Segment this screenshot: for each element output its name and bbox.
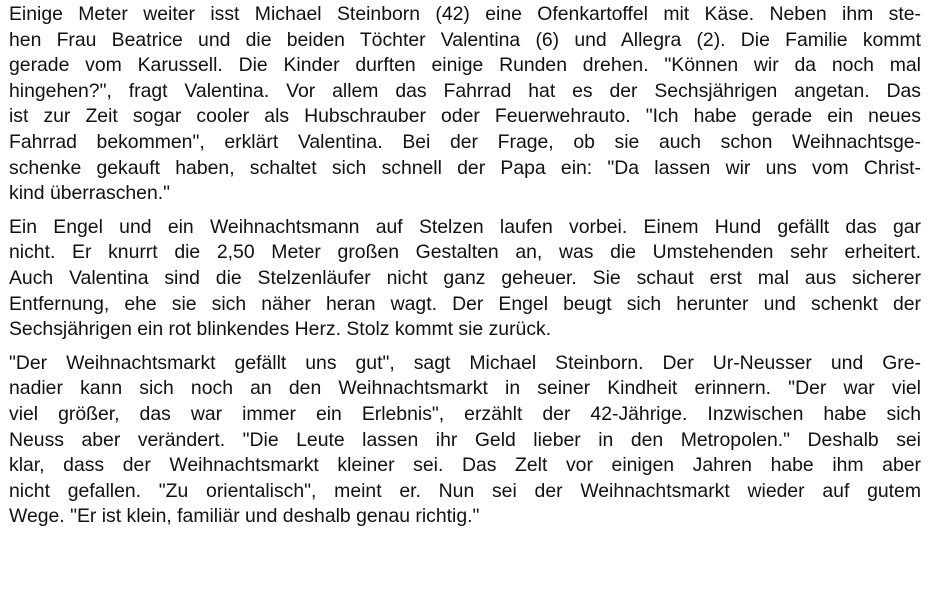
- text-line: klar, dass der Weihnachtsmarkt kleiner sei. Das Zelt vor einigen Jahren habe ihm aber: [9, 454, 921, 477]
- paragraph-3: [9, 351, 921, 530]
- text-line: hen Frau Beatrice und die beiden Töchter Valentina (6) und Allegra (2). Die Familie kommt: [9, 28, 921, 51]
- text-line: ist zur Zeit sogar cooler als Hubschrauber oder Feuerwehrauto. "Ich habe gerade ein neues: [9, 105, 921, 128]
- text-line: hingehen?", fragt Valentina. Vor allem das Fahrrad hat es der Sechsjährigen angetan. Das: [9, 79, 921, 102]
- text-line: viel größer, das war immer ein Erlebnis", erzählt der 42-Jährige. Inzwischen habe sich: [9, 402, 921, 425]
- text-line: Wege. "Er ist klein, familiär und deshalb genau richtig.": [9, 505, 480, 528]
- text-line: Entfernung, ehe sie sich näher heran wagt. Der Engel beugt sich herunter und schenkt der: [9, 292, 921, 315]
- text-line: Sechsjährigen ein rot blinkendes Herz. Stolz kommt sie zurück.: [9, 318, 552, 341]
- text-line: kind überraschen.": [9, 182, 171, 205]
- paragraph-2: [9, 215, 921, 343]
- text-line: gerade vom Karussell. Die Kinder durften einige Runden drehen. "Können wir da noch mal: [9, 54, 921, 77]
- text-line: "Der Weihnachtsmarkt gefällt uns gut", sagt Michael Steinborn. Der Ur-Neusser und Gre-: [9, 351, 921, 374]
- text-line: schenke gekauft haben, schaltet sich schnell der Papa ein: "Da lassen wir uns vom Christ-: [9, 156, 921, 179]
- text-line: Auch Valentina sind die Stelzenläufer nicht ganz geheuer. Sie schaut erst mal aus sicherer: [9, 266, 921, 289]
- text-line: nadier kann sich noch an den Weihnachtsmarkt in seiner Kindheit erinnern. "Der war viel: [9, 377, 921, 400]
- text-line: nicht. Er knurrt die 2,50 Meter großen Gestalten an, was die Umstehenden sehr erheitert.: [9, 241, 921, 264]
- text-line: Fahrrad bekommen", erklärt Valentina. Bei der Frage, ob sie auch schon Weihnachtsge-: [9, 130, 921, 153]
- text-line: Neuss aber verändert. "Die Leute lassen ihr Geld lieber in den Metropolen." Deshalb sei: [9, 428, 921, 451]
- paragraph-1: [9, 2, 921, 207]
- text-line: Ein Engel und ein Weihnachtsmann auf Stelzen laufen vorbei. Einem Hund gefällt das gar: [9, 215, 921, 238]
- article-body: [9, 2, 921, 530]
- text-line: nicht gefallen. "Zu orientalisch", meint er. Nun sei der Weihnachtsmarkt wieder auf gutem: [9, 479, 921, 502]
- text-line: Einige Meter weiter isst Michael Steinborn (42) eine Ofenkartoffel mit Käse. Neben ihm ste-: [9, 3, 921, 25]
